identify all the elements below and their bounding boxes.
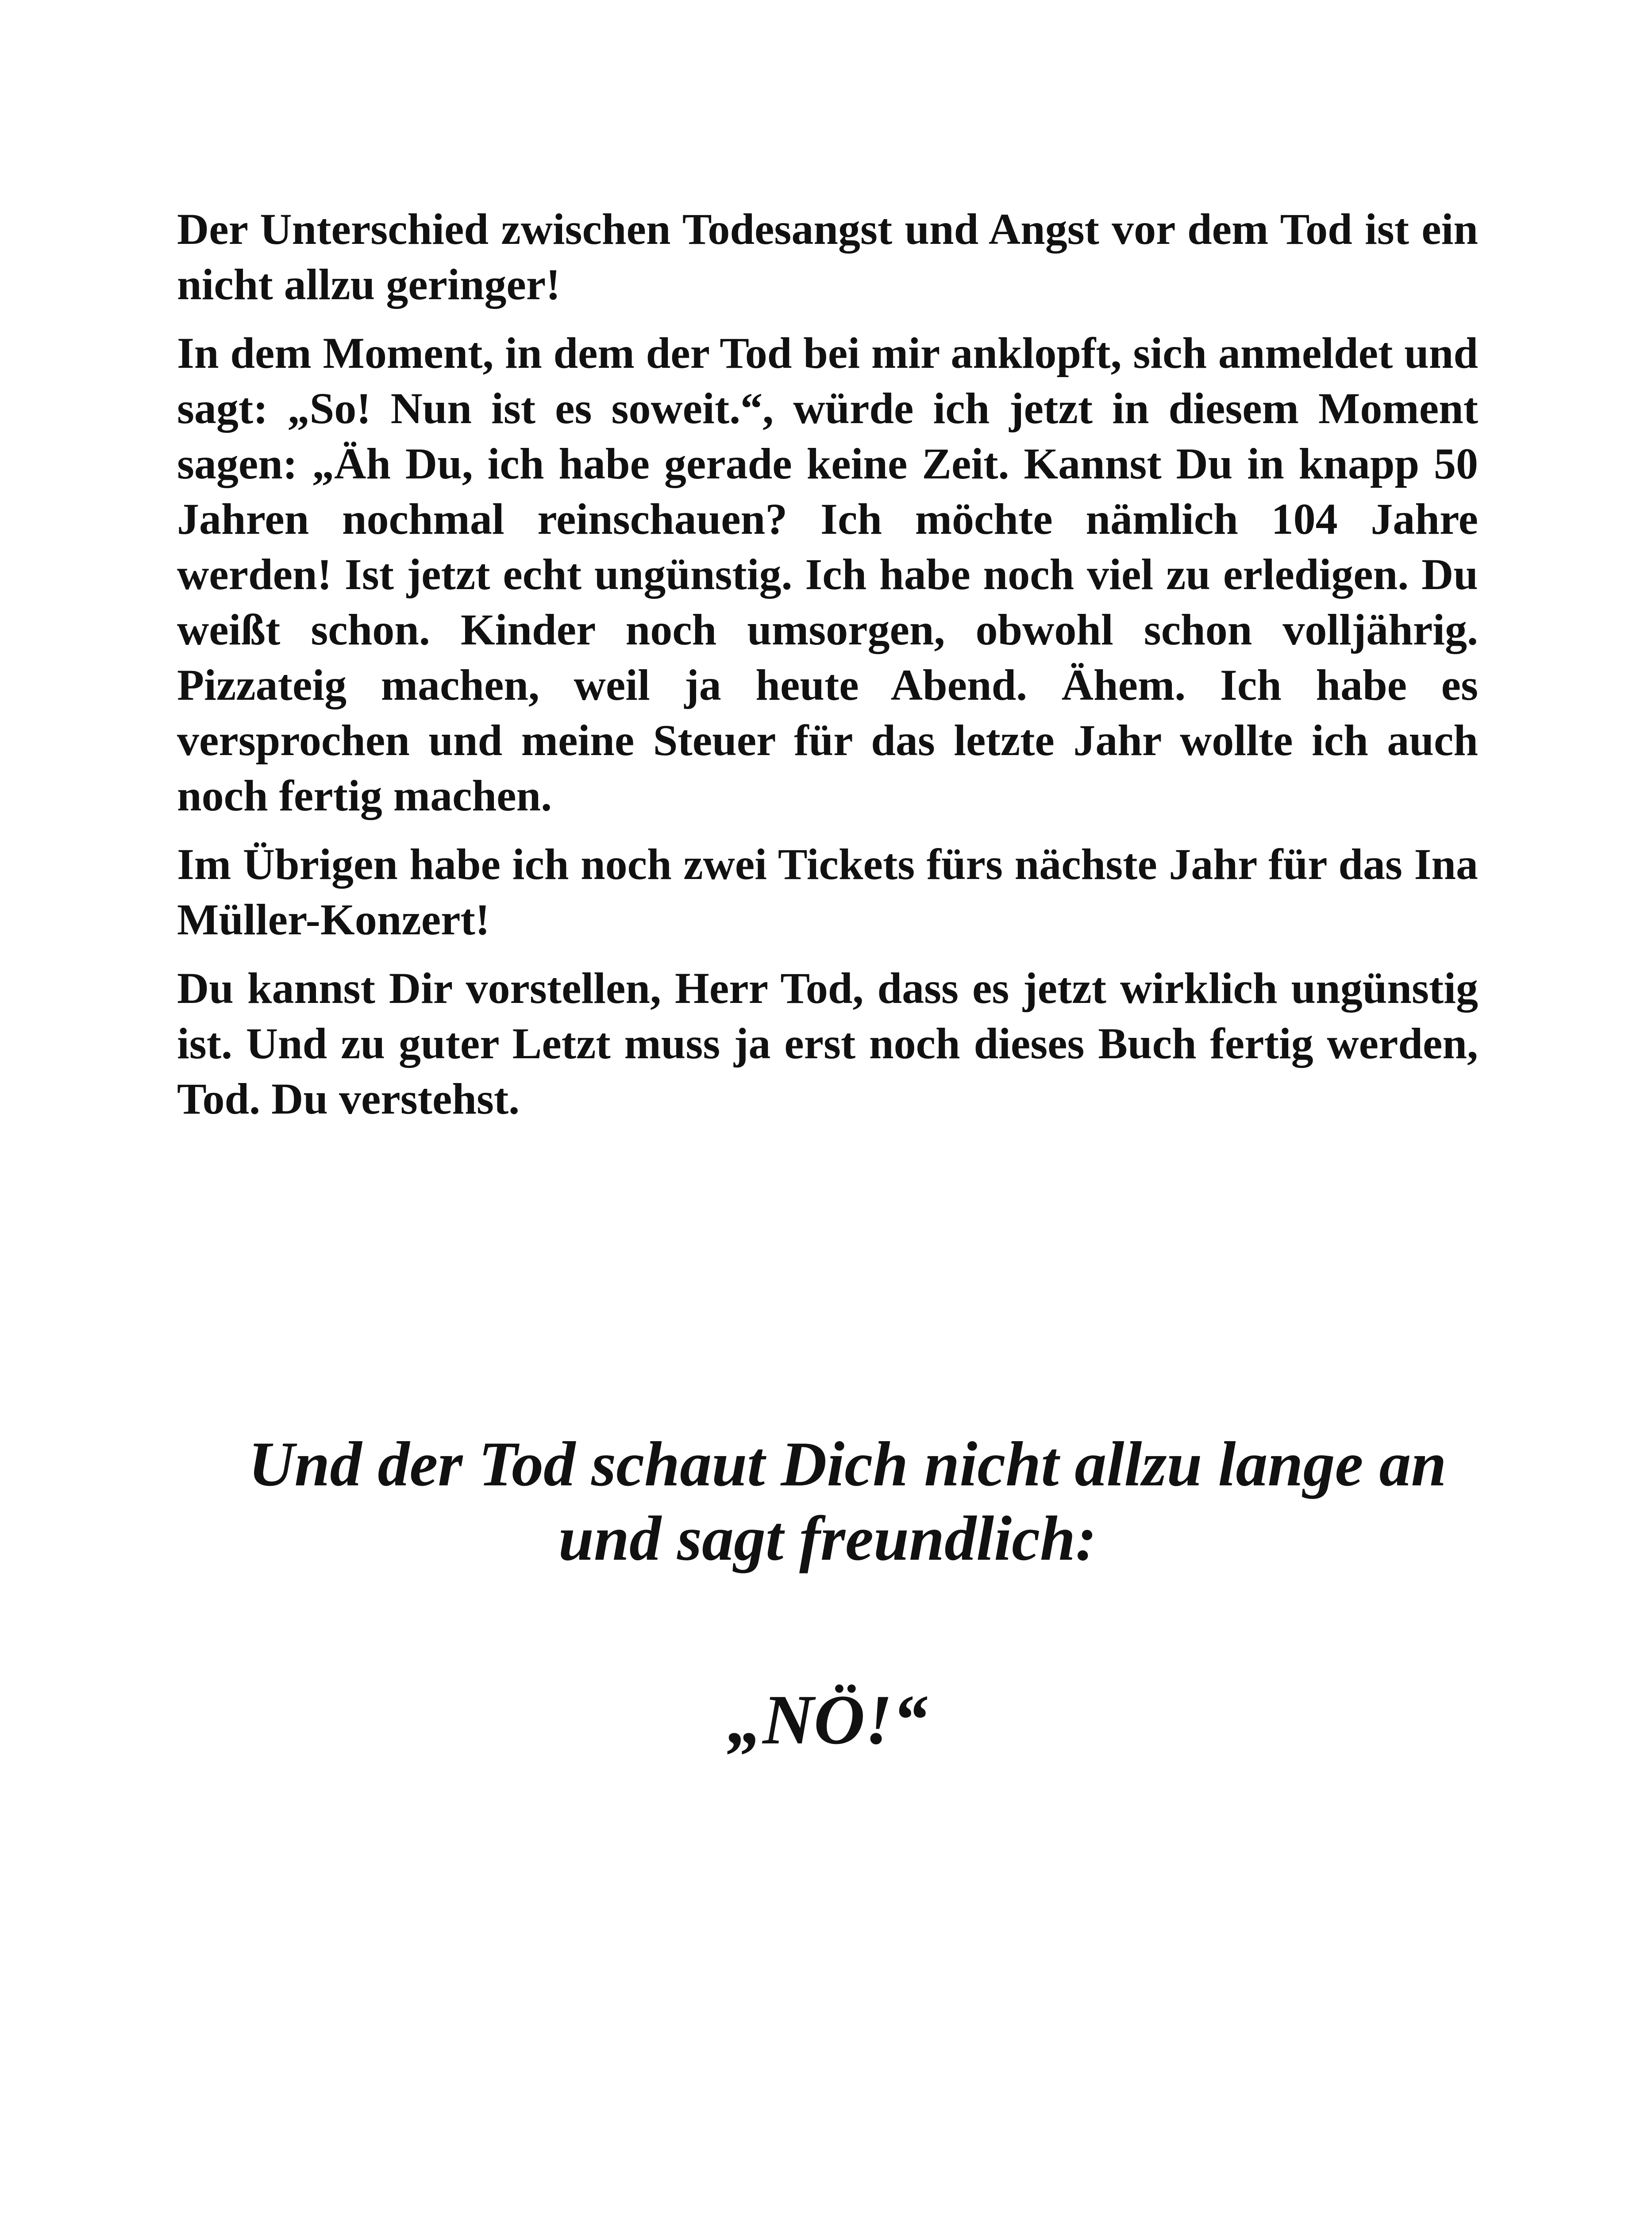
closing-line-1: Und der Tod schaut Dich nicht allzu lange an [248,1429,1447,1500]
paragraph-3: Im Übrigen habe ich noch zwei Tickets fürs nächste Jahr für das Ina Müller-Konzert! [177,840,1478,944]
closing-statement [177,1427,1478,1576]
paragraph-1: Der Unterschied zwischen Todesangst und Angst vor dem Tod ist ein nicht allzu geringer! [177,204,1478,309]
punchline: „NÖ!“ [727,1680,928,1759]
closing-line-2: und sagt freundlich: [558,1504,1097,1574]
paragraph-2: In dem Moment, in dem der Tod bei mir anklopft, sich anmeldet und sagt: „So! Nun ist es soweit.“, würde ich jetzt in diesem Moment sagen: „Äh Du, ich habe gerade keine Zeit. Kannst Du in knapp 50 Jahren nochmal reinschauen? Ich möchte nämlich 104 Jahre werden! Ist jetzt echt ungünstig. Ich habe noch viel zu erledigen. Du weißt schon. Kinder noch umsorgen, obwohl schon volljährig. Pizzateig machen, weil ja heute Abend. Ähem. Ich habe es versprochen und meine Steuer für das letzte Jahr wollte ich auch noch fertig machen. [177,328,1478,820]
body-text [177,201,1478,1126]
paragraph-4: Du kannst Dir vorstellen, Herr Tod, dass es jetzt wirklich ungünstig ist. Und zu guter Letzt muss ja erst noch dieses Buch fertig werden, Tod. Du verstehst. [177,964,1478,1123]
